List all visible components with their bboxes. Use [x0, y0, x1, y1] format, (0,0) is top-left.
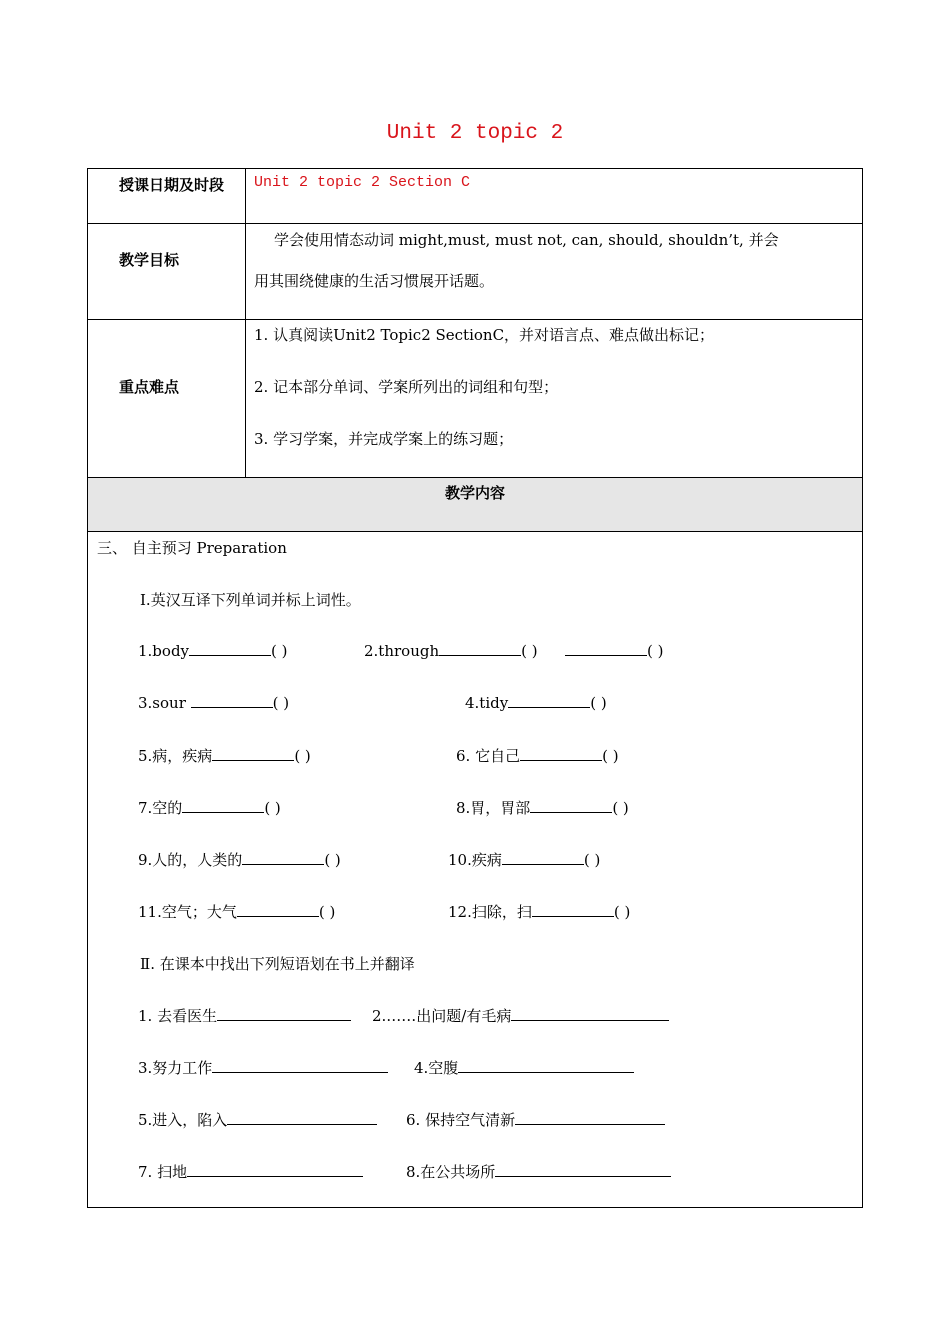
vocab-item: 11.空气；大气 ( ): [138, 903, 336, 921]
lesson-plan-table: [87, 168, 863, 1208]
key-item: 1. 认真阅读Unit2 Topic2 SectionC，并对语言点、难点做出标记；: [254, 326, 715, 344]
goal-line-1: 学会使用情态动词 might,must, must not, can, should, shouldn’t, 并会: [274, 231, 779, 249]
vocab-item: ( ): [565, 641, 663, 660]
goal-line-2: 用其围绕健康的生活习惯展开话题。: [254, 272, 495, 290]
key-item: 2. 记本部分单词、学案所列出的词组和句型；: [254, 378, 559, 396]
vocab-item: 9.人的，人类的 ( ): [138, 851, 341, 869]
phrase-item: 7. 扫地: [138, 1161, 363, 1182]
vocab-item: 10.疾病 ( ): [448, 851, 601, 869]
vocab-item: 6. 它自己 ( ): [456, 747, 619, 765]
part2-title: Ⅱ. 在课本中找出下列短语划在书上并翻译: [140, 955, 415, 973]
key-item: 3. 学习学案，并完成学案上的练习题；: [254, 430, 514, 448]
vocab-item: 3.sour ( ): [138, 694, 290, 712]
row-divider: [88, 319, 862, 320]
page-title: Unit 2 topic 2: [386, 122, 564, 145]
goal-label: 教学目标: [119, 251, 180, 269]
row-divider: [88, 531, 862, 532]
part1-title: Ⅰ.英汉互译下列单词并标上词性。: [140, 591, 361, 609]
vocab-item: 8.胃，胃部 ( ): [456, 799, 629, 817]
phrase-item: 4.空腹: [414, 1057, 634, 1078]
key-label: 重点难点: [119, 378, 180, 396]
phrase-item: 3.努力工作: [138, 1057, 388, 1078]
vocab-item: 4.tidy ( ): [465, 694, 607, 712]
date-value: Unit 2 topic 2 Section C: [254, 174, 471, 191]
section-heading: 三、 自主预习 Preparation: [97, 539, 287, 557]
row-divider: [88, 477, 862, 478]
phrase-item: 1. 去看医生: [138, 1005, 351, 1026]
phrase-item: 5.进入，陷入: [138, 1109, 377, 1130]
content-header: 教学内容: [444, 484, 505, 502]
vocab-item: 12.扫除，扫 ( ): [448, 903, 631, 921]
row-divider: [88, 223, 862, 224]
vocab-item: 2.through ( ): [364, 642, 538, 660]
vocab-item: 7.空的 ( ): [138, 799, 281, 817]
phrase-item: 2.……出问题/有毛病: [372, 1005, 669, 1026]
column-divider: [245, 169, 246, 477]
vocab-item: 5.病，疾病 ( ): [138, 747, 311, 765]
date-label: 授课日期及时段: [119, 176, 225, 194]
vocab-item: 1.body ( ): [138, 642, 288, 660]
phrase-item: 8.在公共场所: [406, 1161, 671, 1182]
phrase-item: 6. 保持空气清新: [406, 1109, 665, 1130]
